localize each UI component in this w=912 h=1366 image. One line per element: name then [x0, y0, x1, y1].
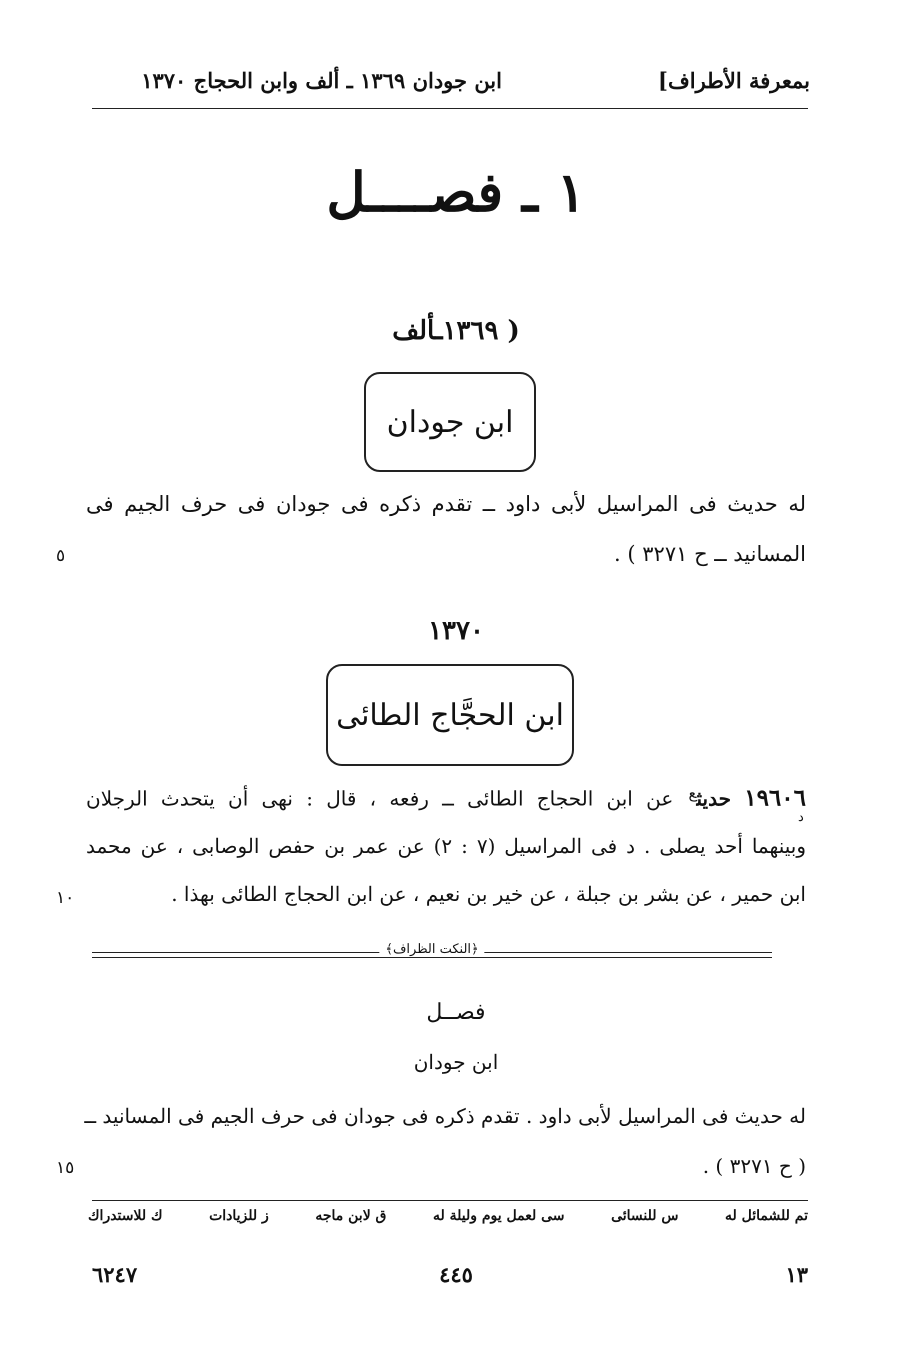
- margin-line-number: ١٠: [56, 888, 75, 908]
- legend-item: س للنسائى: [611, 1208, 679, 1224]
- hadith-number: ١٩٦٠٦: [744, 784, 806, 812]
- legend-item: ز للزيادات: [209, 1208, 269, 1224]
- hadith-symbol: ع: [688, 784, 697, 802]
- header-rule: [92, 108, 808, 109]
- legend-item: تم للشمائل له: [725, 1208, 808, 1224]
- nukat-text-line: ( ح ٣٢٧١ ) .: [702, 1154, 806, 1178]
- side-letter: د: [798, 810, 804, 825]
- entry-number: ١٣٧٠: [428, 616, 484, 646]
- entry-name-box: [326, 664, 574, 766]
- hadith-text-line: وبينهما أحد يصلى . د فى المراسيل (٧ : ٢) عن عمر بن حفص الوصابى ، عن محمد: [86, 834, 807, 858]
- hadith-text-line: [86, 784, 806, 812]
- entry-text-line: المسانيد ــ ح ٣٢٧١ ) .: [614, 542, 806, 566]
- hadith-label: حديث: [696, 786, 731, 811]
- legend-item: ك للاستدراك: [88, 1208, 163, 1224]
- page-number-left: ٦٢٤٧: [92, 1262, 138, 1287]
- entry-text-line: له حديث فى المراسيل لأبى داود ــ تقدم ذكره فى جودان فى حرف الجيم فى: [86, 492, 806, 516]
- margin-line-number: ١٥: [56, 1158, 75, 1178]
- divider-label: ﴿النكت الظراف﴾: [379, 942, 484, 957]
- entry-name: ابن الحجَّاج الطائى: [336, 697, 564, 733]
- nukat-title: فصــل: [426, 1000, 486, 1025]
- hadith-text: عن ابن الحجاج الطائى ــ رفعه ، قال : نهى أن يتحدث الرجلان: [86, 786, 674, 811]
- entry-name-box: [364, 372, 536, 472]
- nukat-text-line: له حديث فى المراسيل لأبى داود . تقدم ذكره فى جودان فى حرف الجيم فى المسانيد ــ: [84, 1104, 806, 1128]
- page-number-right: ١٣: [785, 1262, 808, 1287]
- nukat-divider: [92, 942, 772, 968]
- symbol-legend: [88, 1208, 808, 1224]
- legend-item: سى لعمل يوم وليلة له: [432, 1208, 565, 1224]
- entry-name: ابن جودان: [386, 404, 514, 440]
- entry-number: ( ١٣٦٩ـألف: [392, 316, 520, 346]
- page-number: ٤٤٥: [439, 1262, 473, 1287]
- footer-rule: [92, 1200, 808, 1201]
- running-header-right: بمعرفة الأطراف]: [658, 68, 810, 93]
- legend-item: ق لابن ماجه: [315, 1208, 387, 1224]
- section-title: ١ ـ فصــــل: [326, 160, 586, 224]
- margin-line-number: ٥: [56, 546, 66, 566]
- hadith-text-line: ابن حمير ، عن بشر بن جبلة ، عن خير بن نعيم ، عن ابن الحجاج الطائى بهذا .: [171, 882, 806, 906]
- nukat-name: ابن جودان: [413, 1050, 499, 1074]
- running-header-title: ابن جودان ١٣٦٩ ـ ألف وابن الحجاج ١٣٧٠: [141, 68, 502, 93]
